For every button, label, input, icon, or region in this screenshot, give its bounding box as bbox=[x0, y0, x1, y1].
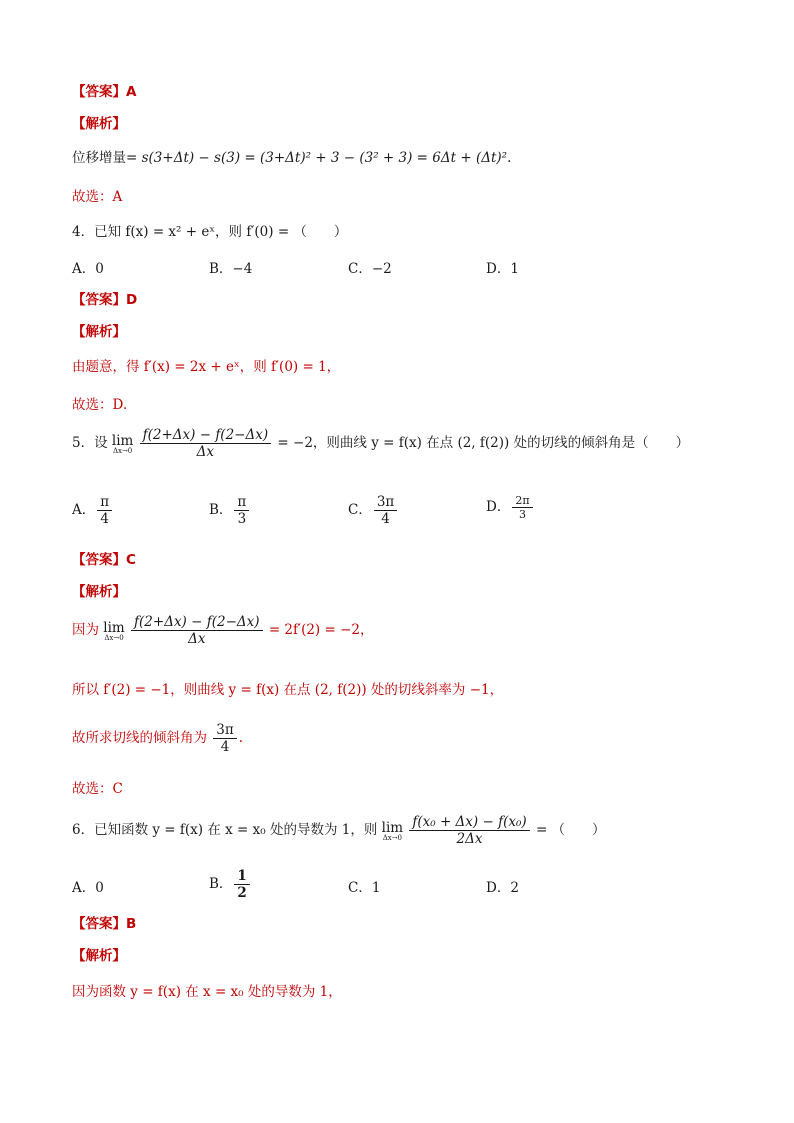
fraction-denominator: Δx bbox=[188, 631, 206, 647]
limit-word: lim bbox=[381, 819, 404, 836]
solution-prefix: 因为 bbox=[72, 622, 99, 638]
q6-fraction bbox=[409, 814, 529, 847]
limit-subscript: Δx→0 bbox=[104, 633, 124, 642]
q5-solution-1 bbox=[72, 614, 373, 647]
q5-solution-2: 所以 f′(2) = −1，则曲线 y = f(x) 在点 (2, f(2)) 处的切线斜率为 −1， bbox=[72, 682, 504, 698]
answer-value: C bbox=[126, 552, 136, 568]
solution-prefix: 位移增量 bbox=[72, 150, 126, 166]
option-fraction bbox=[374, 494, 397, 527]
q6-stem-end: = （ ） bbox=[535, 822, 606, 838]
q6-option-c: C．1 bbox=[348, 880, 381, 896]
q5-option-b bbox=[209, 494, 251, 527]
fraction-numerator: 2π bbox=[512, 494, 532, 508]
fraction-numerator: f(x₀ + Δx) − f(x₀) bbox=[409, 814, 529, 831]
q6-option-d: D．2 bbox=[486, 880, 519, 896]
fraction-numerator: 1 bbox=[234, 868, 249, 885]
q4-option-c: C．−2 bbox=[348, 261, 392, 277]
answer-label: 【答案】 bbox=[72, 916, 126, 932]
solution-rest: = 2f′(2) = −2， bbox=[268, 622, 374, 638]
solution-end: . bbox=[238, 730, 244, 746]
q4-solution: 由题意，得 f′(x) = 2x + eˣ，则 f′(0) = 1， bbox=[72, 359, 341, 375]
q5-limit bbox=[112, 433, 133, 455]
analysis-label: 【解析】 bbox=[72, 116, 126, 132]
solution-equation: = s(3+Δt) − s(3) = (3+Δt)² + 3 − (3² + 3) = 6Δt + (Δt)². bbox=[126, 150, 512, 166]
fraction-numerator: f(2+Δx) − f(2−Δx) bbox=[131, 614, 262, 631]
analysis-label: 【解析】 bbox=[72, 324, 126, 340]
q6-stem-prefix: 6．已知函数 y = f(x) 在 x = x₀ 处的导数为 1，则 bbox=[72, 822, 378, 838]
solution-line-1 bbox=[72, 146, 511, 166]
fraction-denominator: Δx bbox=[196, 444, 215, 460]
choose-line-1: 故选：A bbox=[72, 189, 123, 205]
option-label: A． bbox=[72, 502, 96, 518]
limit-subscript: Δx→0 bbox=[382, 833, 403, 842]
fraction-denominator: 3 bbox=[518, 508, 526, 521]
answer-row-1 bbox=[72, 80, 136, 100]
option-label: D． bbox=[486, 499, 511, 515]
q5-stem-rest: = −2，则曲线 y = f(x) 在点 (2, f(2)) 处的切线的倾斜角是（ ） bbox=[277, 435, 690, 451]
answer-value: B bbox=[126, 916, 137, 932]
analysis-row-1 bbox=[72, 112, 126, 132]
fraction-denominator: 2 bbox=[237, 885, 247, 901]
answer-label: 【答案】 bbox=[72, 292, 126, 308]
fraction-denominator: 4 bbox=[100, 511, 109, 527]
answer-row-6 bbox=[72, 912, 136, 932]
q6-option-b bbox=[209, 868, 252, 901]
q5-solution-fraction bbox=[131, 614, 262, 647]
q5-option-d bbox=[486, 494, 535, 521]
fraction-denominator: 4 bbox=[220, 739, 230, 755]
fraction-numerator: f(2+Δx) − f(2−Δx) bbox=[140, 427, 271, 444]
q5-option-c bbox=[348, 494, 399, 527]
analysis-row-4 bbox=[72, 320, 126, 340]
q5-solution-3-fraction bbox=[213, 722, 236, 755]
q5-solution-limit bbox=[103, 620, 124, 642]
fraction-numerator: π bbox=[97, 494, 112, 511]
q4-option-a: A．0 bbox=[72, 261, 104, 277]
limit-word: lim bbox=[111, 432, 134, 449]
q6-limit bbox=[382, 820, 403, 842]
analysis-label: 【解析】 bbox=[72, 584, 126, 600]
fraction-denominator: 2Δx bbox=[456, 831, 483, 847]
answer-label: 【答案】 bbox=[72, 552, 126, 568]
q6-option-a: A．0 bbox=[72, 880, 104, 896]
option-fraction bbox=[97, 494, 112, 527]
solution-prefix: 故所求切线的倾斜角为 bbox=[72, 730, 207, 746]
analysis-row-6 bbox=[72, 944, 126, 964]
answer-row-5 bbox=[72, 548, 136, 568]
answer-row-4 bbox=[72, 288, 137, 308]
question-6-stem bbox=[72, 814, 606, 847]
q4-choose: 故选：D. bbox=[72, 397, 128, 413]
limit-subscript: Δx→0 bbox=[112, 446, 133, 455]
fraction-denominator: 4 bbox=[381, 511, 390, 527]
q5-choose: 故选：C bbox=[72, 781, 123, 797]
q5-fraction bbox=[140, 427, 271, 460]
option-fraction bbox=[234, 868, 249, 901]
q4-option-b: B．−4 bbox=[209, 261, 253, 277]
analysis-label: 【解析】 bbox=[72, 948, 126, 964]
fraction-numerator: 3π bbox=[374, 494, 397, 511]
analysis-row-5 bbox=[72, 580, 126, 600]
fraction-numerator: π bbox=[234, 494, 249, 511]
q4-option-d: D．1 bbox=[486, 261, 519, 277]
question-4-stem: 4．已知 f(x) = x² + eˣ，则 f′(0) = （ ） bbox=[72, 224, 348, 240]
q5-number: 5．设 bbox=[72, 435, 108, 451]
option-label: B． bbox=[209, 502, 233, 518]
fraction-numerator: 3π bbox=[213, 722, 236, 739]
q5-solution-3 bbox=[72, 722, 243, 755]
question-5-stem bbox=[72, 427, 689, 460]
answer-value: A bbox=[126, 84, 137, 100]
limit-word: lim bbox=[103, 619, 125, 636]
option-label: B． bbox=[209, 876, 233, 892]
answer-label: 【答案】 bbox=[72, 84, 126, 100]
q5-option-a bbox=[72, 494, 114, 527]
answer-value: D bbox=[126, 292, 138, 308]
option-fraction bbox=[512, 494, 532, 521]
q6-solution: 因为函数 y = f(x) 在 x = x₀ 处的导数为 1， bbox=[72, 984, 342, 1000]
option-label: C． bbox=[348, 502, 372, 518]
fraction-denominator: 3 bbox=[237, 511, 247, 527]
option-fraction bbox=[234, 494, 249, 527]
